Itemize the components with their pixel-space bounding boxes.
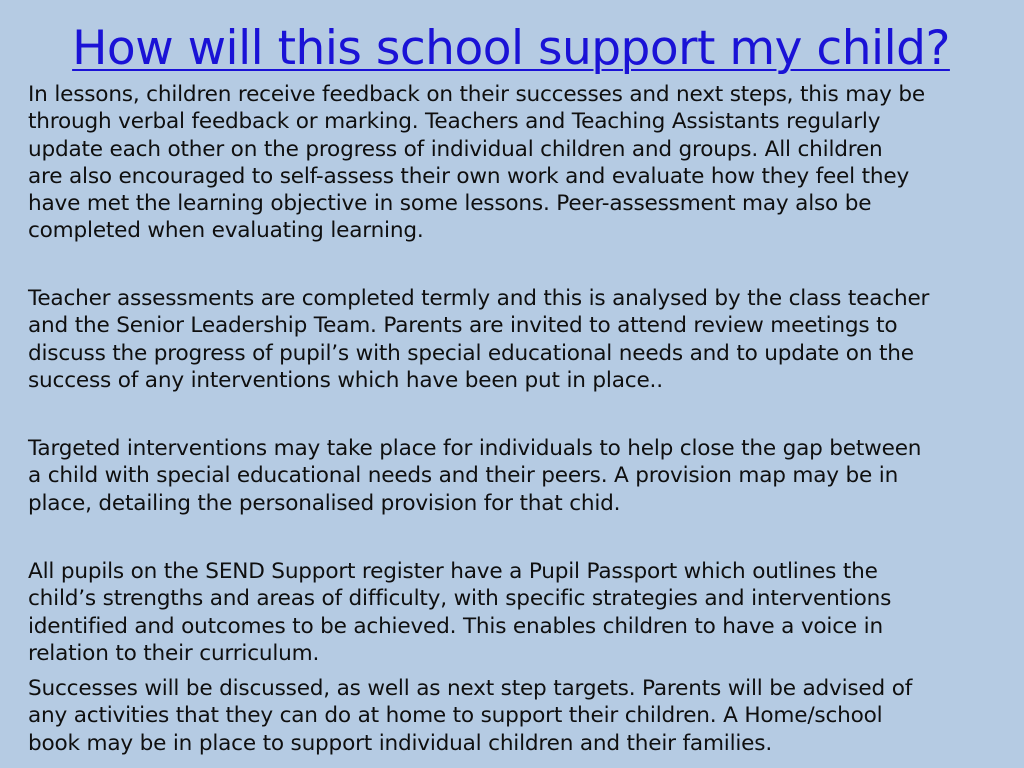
slide-title: How will this school support my child? <box>72 21 950 76</box>
paragraph-assessments: Teacher assessments are completed termly and this is analysed by the class teacher and the Senior Leadership Team. Parents are invited to attend review meetings to discuss the progress of pupil’s with special educational needs and to update on the success of any interventions which have been put in place.. <box>28 286 930 393</box>
paragraph-interventions: Targeted interventions may take place for individuals to help close the gap between a child with special educational needs and their peers. A provision map may be in place, detailing the personalised provision for that chid. <box>28 436 922 516</box>
paragraph-pupil-passport: All pupils on the SEND Support register have a Pupil Passport which outlines the child’s strengths and areas of difficulty, with specific strategies and interventions identified and outcomes to be achieved. This enables children to have a voice in relation to their curriculum. <box>28 559 892 666</box>
paragraph-successes: Successes will be discussed, as well as next step targets. Parents will be advised of any activities that they can do at home to support their children. A Home/school book may be in place to support individual children and their families. <box>28 676 913 756</box>
paragraph-feedback: In lessons, children receive feedback on their successes and next steps, this may be through verbal feedback or marking. Teachers and Teaching Assistants regularly update each other on the progress of individual children and groups. All children are also encouraged to self-assess their own work and evaluate how they feel they have met the learning objective in some lessons. Peer-assessment may also be completed when evaluating learning. <box>28 82 925 244</box>
